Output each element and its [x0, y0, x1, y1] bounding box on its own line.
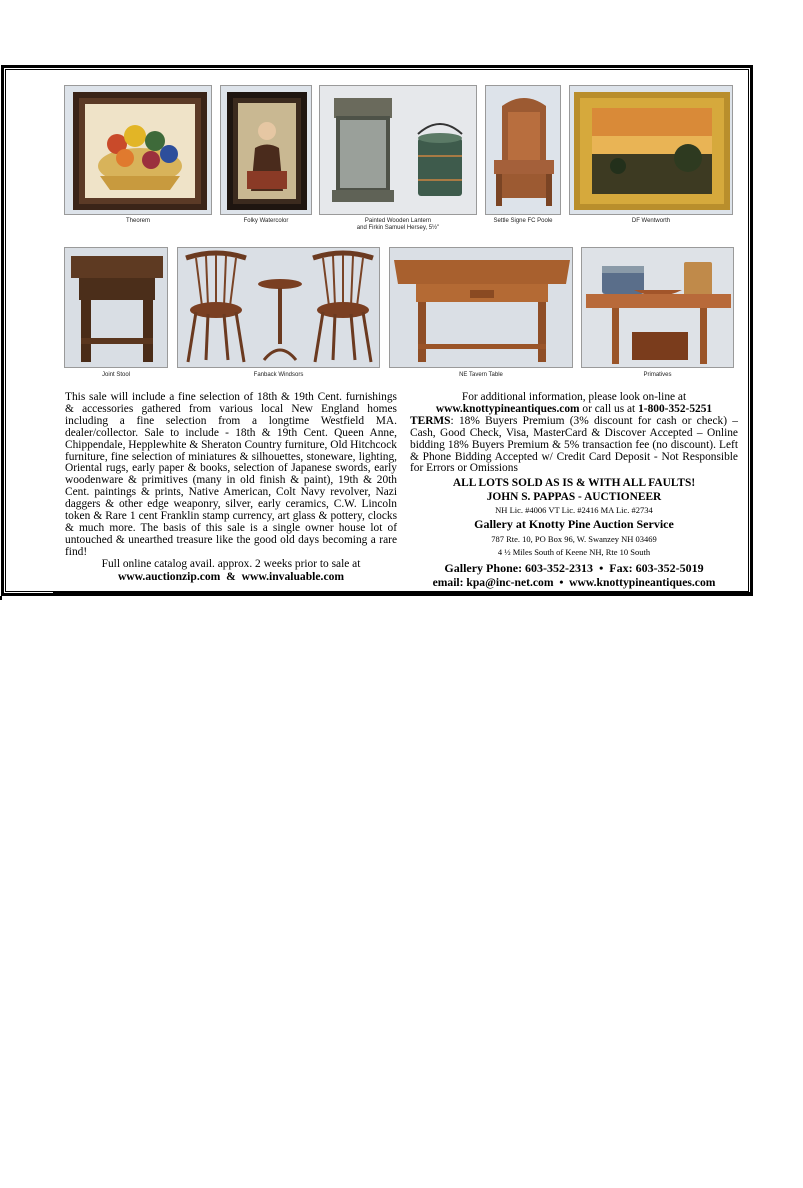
fax-number: Fax: 603-352-5019	[609, 561, 704, 576]
bullet-separator: •	[599, 561, 604, 576]
auctionzip-link[interactable]: www.auctionzip.com	[117, 569, 221, 583]
photo-fanback-windsors	[177, 247, 380, 368]
caption-primatives: Primatives	[643, 372, 672, 378]
caption-wentworth: DF Wentworth	[631, 218, 671, 224]
email-address[interactable]: email: kpa@inc-net.com	[432, 576, 554, 590]
caption-lantern-line1: Painted Wooden Lantern	[364, 218, 432, 224]
photo-folky-watercolor	[220, 85, 312, 215]
invaluable-link[interactable]: www.invaluable.com	[241, 569, 345, 583]
caption-tavern-table: NE Tavern Table	[459, 372, 503, 378]
bullet-separator-2: •	[559, 576, 564, 590]
caption-folky-watercolor: Folky Watercolor	[243, 218, 289, 224]
auctioneer-name: JOHN S. PAPPAS - AUCTIONEER	[486, 491, 662, 504]
bottom-rule	[53, 592, 752, 596]
photo-joint-stool	[64, 247, 168, 368]
terms-text: : 18% Buyers Premium (3% discount for cash or check) – Cash, Good Check, Visa, MasterCard & Discover Accepted – Online bidding 18% Buyers Premium & 5% transaction fee (no discount). Left & Phone Bidding Accepted w/ Credit Card Deposit - Not Responsible for Errors or Omissions	[410, 414, 738, 475]
license-numbers: NH Lic. #4006 VT Lic. #2416 MA Lic. #2734	[495, 505, 653, 516]
phone-fax-line	[410, 561, 738, 576]
gallery-name: Gallery at Knotty Pine Auction Service	[474, 517, 674, 532]
caption-settle: Settle Signe FC Poole	[493, 218, 553, 224]
email-web-line	[410, 576, 738, 590]
gallery-directions: 4 ½ Miles South of Keene NH, Rte 10 South	[497, 547, 651, 558]
gallery-phone: Gallery Phone: 603-352-2313	[444, 561, 594, 576]
sale-description	[65, 392, 397, 583]
sale-description-body: This sale will include a fine selection of 18th & 19th Cent. furnishings & accessories gathered from various local New England homes including a fine selection from a longtime Westfield MA. dealer/collector. Sale to include - 18th & 19th Cent. Queen Anne, Chippendale, Hepplewhite & Sheraton Country furniture, Old Hitchcock furniture, fine selection of miniatures & silhouettes, stoneware, lighting, Oriental rugs, early paper & books, selection of Japanese swords, early woodenware & primitives (many in old finish & paint), 19th & 20th Cent. paintings & prints, Native American, Colt Navy revolver, Nazi daggers & other edge weaponry, silver, early ceramics, C.W. Lincoln token & Rare 1 cent Franklin stamp currency, art glass & pottery, clocks & much more. The basis of this sale is a single owner house lot of untouched & unearthed treasure like the good old days becoming a rare find!	[65, 391, 397, 558]
photo-theorem	[64, 85, 212, 215]
photo-settle	[485, 85, 561, 215]
caption-joint-stool: Joint Stool	[101, 372, 131, 378]
photo-tavern-table	[389, 247, 573, 368]
website-link[interactable]: www.knottypineantiques.com	[435, 402, 580, 415]
terms-label: TERMS	[410, 414, 451, 427]
call-text: or call us at	[582, 402, 636, 415]
caption-lantern-firkin	[319, 218, 477, 232]
caption-lantern-line2: and Firkin Samuel Hersey, 5½"	[356, 225, 440, 231]
caption-theorem: Theorem	[125, 218, 150, 224]
info-intro: For additional information, please look on-line at	[461, 391, 687, 403]
toll-free-phone: 1-800-352-5251	[638, 402, 713, 415]
website-link-2[interactable]: www.knottypineantiques.com	[569, 576, 716, 590]
faults-notice: ALL LOTS SOLD AS IS & WITH ALL FAULTS!	[452, 477, 696, 490]
photo-wentworth-painting	[569, 85, 733, 215]
catalog-note: Full online catalog avail. approx. 2 weeks prior to sale at	[101, 557, 361, 570]
crop-mark	[0, 596, 10, 600]
photo-primatives	[581, 247, 734, 368]
auction-info	[410, 392, 738, 590]
caption-fanback-windsors: Fanback Windsors	[253, 372, 304, 378]
catalog-sites	[65, 571, 397, 583]
photo-lantern-firkin	[319, 85, 477, 215]
gallery-address: 787 Rte. 10, PO Box 96, W. Swanzey NH 03469	[491, 534, 657, 545]
ampersand: &	[226, 569, 236, 583]
terms-block	[410, 416, 738, 476]
